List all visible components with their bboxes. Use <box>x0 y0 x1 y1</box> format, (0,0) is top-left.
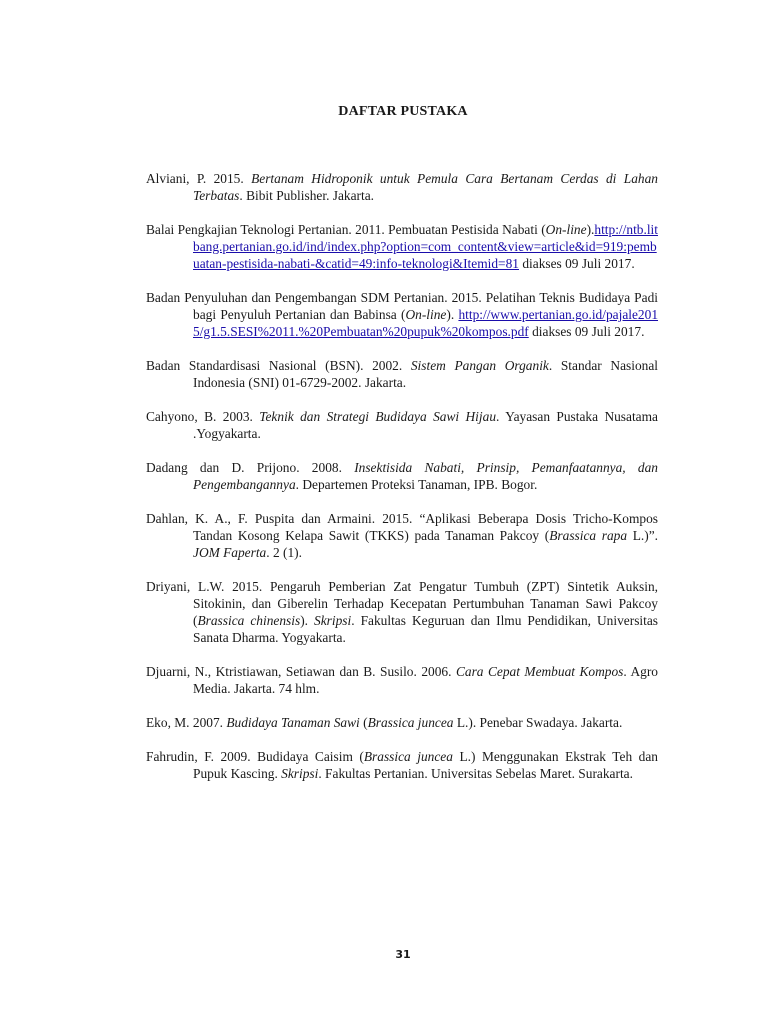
reference-item: Cahyono, B. 2003. Teknik dan Strategi Budidaya Sawi Hijau. Yayasan Pustaka Nusatama .Yogyakarta. <box>146 409 658 441</box>
reference-link[interactable]: http://www.pertanian.go.id/pajale2015/g1.5.SESI%2011.%20Pembuatan%20pupuk%20kompos.pdf <box>193 307 659 339</box>
reference-item: Badan Standardisasi Nasional (BSN). 2002. Sistem Pangan Organik. Standar Nasional Indonesia (SNI) 01-6729-2002. Jakarta. <box>146 358 658 390</box>
reference-item: Alviani, P. 2015. Bertanam Hidroponik untuk Pemula Cara Bertanam Cerdas di Lahan Terbatas. Bibit Publisher. Jakarta. <box>146 171 659 203</box>
reference-item: Driyani, L.W. 2015. Pengaruh Pemberian Zat Pengatur Tumbuh (ZPT) Sintetik Auksin, Sitokinin, dan Giberelin Terhadap Kecepatan Pertumbuhan Tanaman Sawi Pakcoy (Brassica chinensis). Skripsi. Fakultas Keguruan dan Ilmu Pendidikan, Universitas Sanata Dharma. Yogyakarta. <box>146 579 659 645</box>
reference-link[interactable]: http://ntb.litbang.pertanian.go.id/ind/index.php?option=com_content&view=article&id=919:pembuatan-pestisida-nabati-&catid=49:info-teknologi&Itemid=81 <box>193 222 658 271</box>
page-number: 31 <box>395 948 411 961</box>
page-title: DAFTAR PUSTAKA <box>338 104 468 119</box>
reference-list <box>146 170 658 799</box>
reference-item: Fahrudin, F. 2009. Budidaya Caisim (Brassica juncea L.) Menggunakan Ekstrak Teh dan Pupuk Kascing. Skripsi. Fakultas Pertanian. Universitas Sebelas Maret. Surakarta. <box>146 749 658 781</box>
reference-item: Balai Pengkajian Teknologi Pertanian. 2011. Pembuatan Pestisida Nabati (On-line).http://ntb.litbang.pertanian.go.id/ind/index.php?option=com_content&view=article&id=919:pembuatan-pestisida-nabati-&catid=49:info-teknologi&Itemid=81 diakses 09 Juli 2017. <box>146 222 658 271</box>
reference-item: Badan Penyuluhan dan Pengembangan SDM Pertanian. 2015. Pelatihan Teknis Budidaya Padi bagi Penyuluh Pertanian dan Babinsa (On-line). http://www.pertanian.go.id/pajale2015/g1.5.SESI%2011.%20Pembuatan%20pupuk%20kompos.pdf diakses 09 Juli 2017. <box>146 290 659 339</box>
reference-item: Eko, M. 2007. Budidaya Tanaman Sawi (Brassica juncea L.). Penebar Swadaya. Jakarta. <box>146 715 623 730</box>
reference-item: Djuarni, N., Ktristiawan, Setiawan dan B. Susilo. 2006. Cara Cepat Membuat Kompos. Agro Media. Jakarta. 74 hlm. <box>146 664 658 696</box>
reference-item: Dahlan, K. A., F. Puspita dan Armaini. 2015. “Aplikasi Beberapa Dosis Tricho-Kompos Tandan Kosong Kelapa Sawit (TKKS) pada Tanaman Pakcoy (Brassica rapa L.)”. JOM Faperta. 2 (1). <box>146 511 658 560</box>
reference-item: Dadang dan D. Prijono. 2008. Insektisida Nabati, Prinsip, Pemanfaatannya, dan Pengembangannya. Departemen Proteksi Tanaman, IPB. Bogor. <box>146 460 658 492</box>
